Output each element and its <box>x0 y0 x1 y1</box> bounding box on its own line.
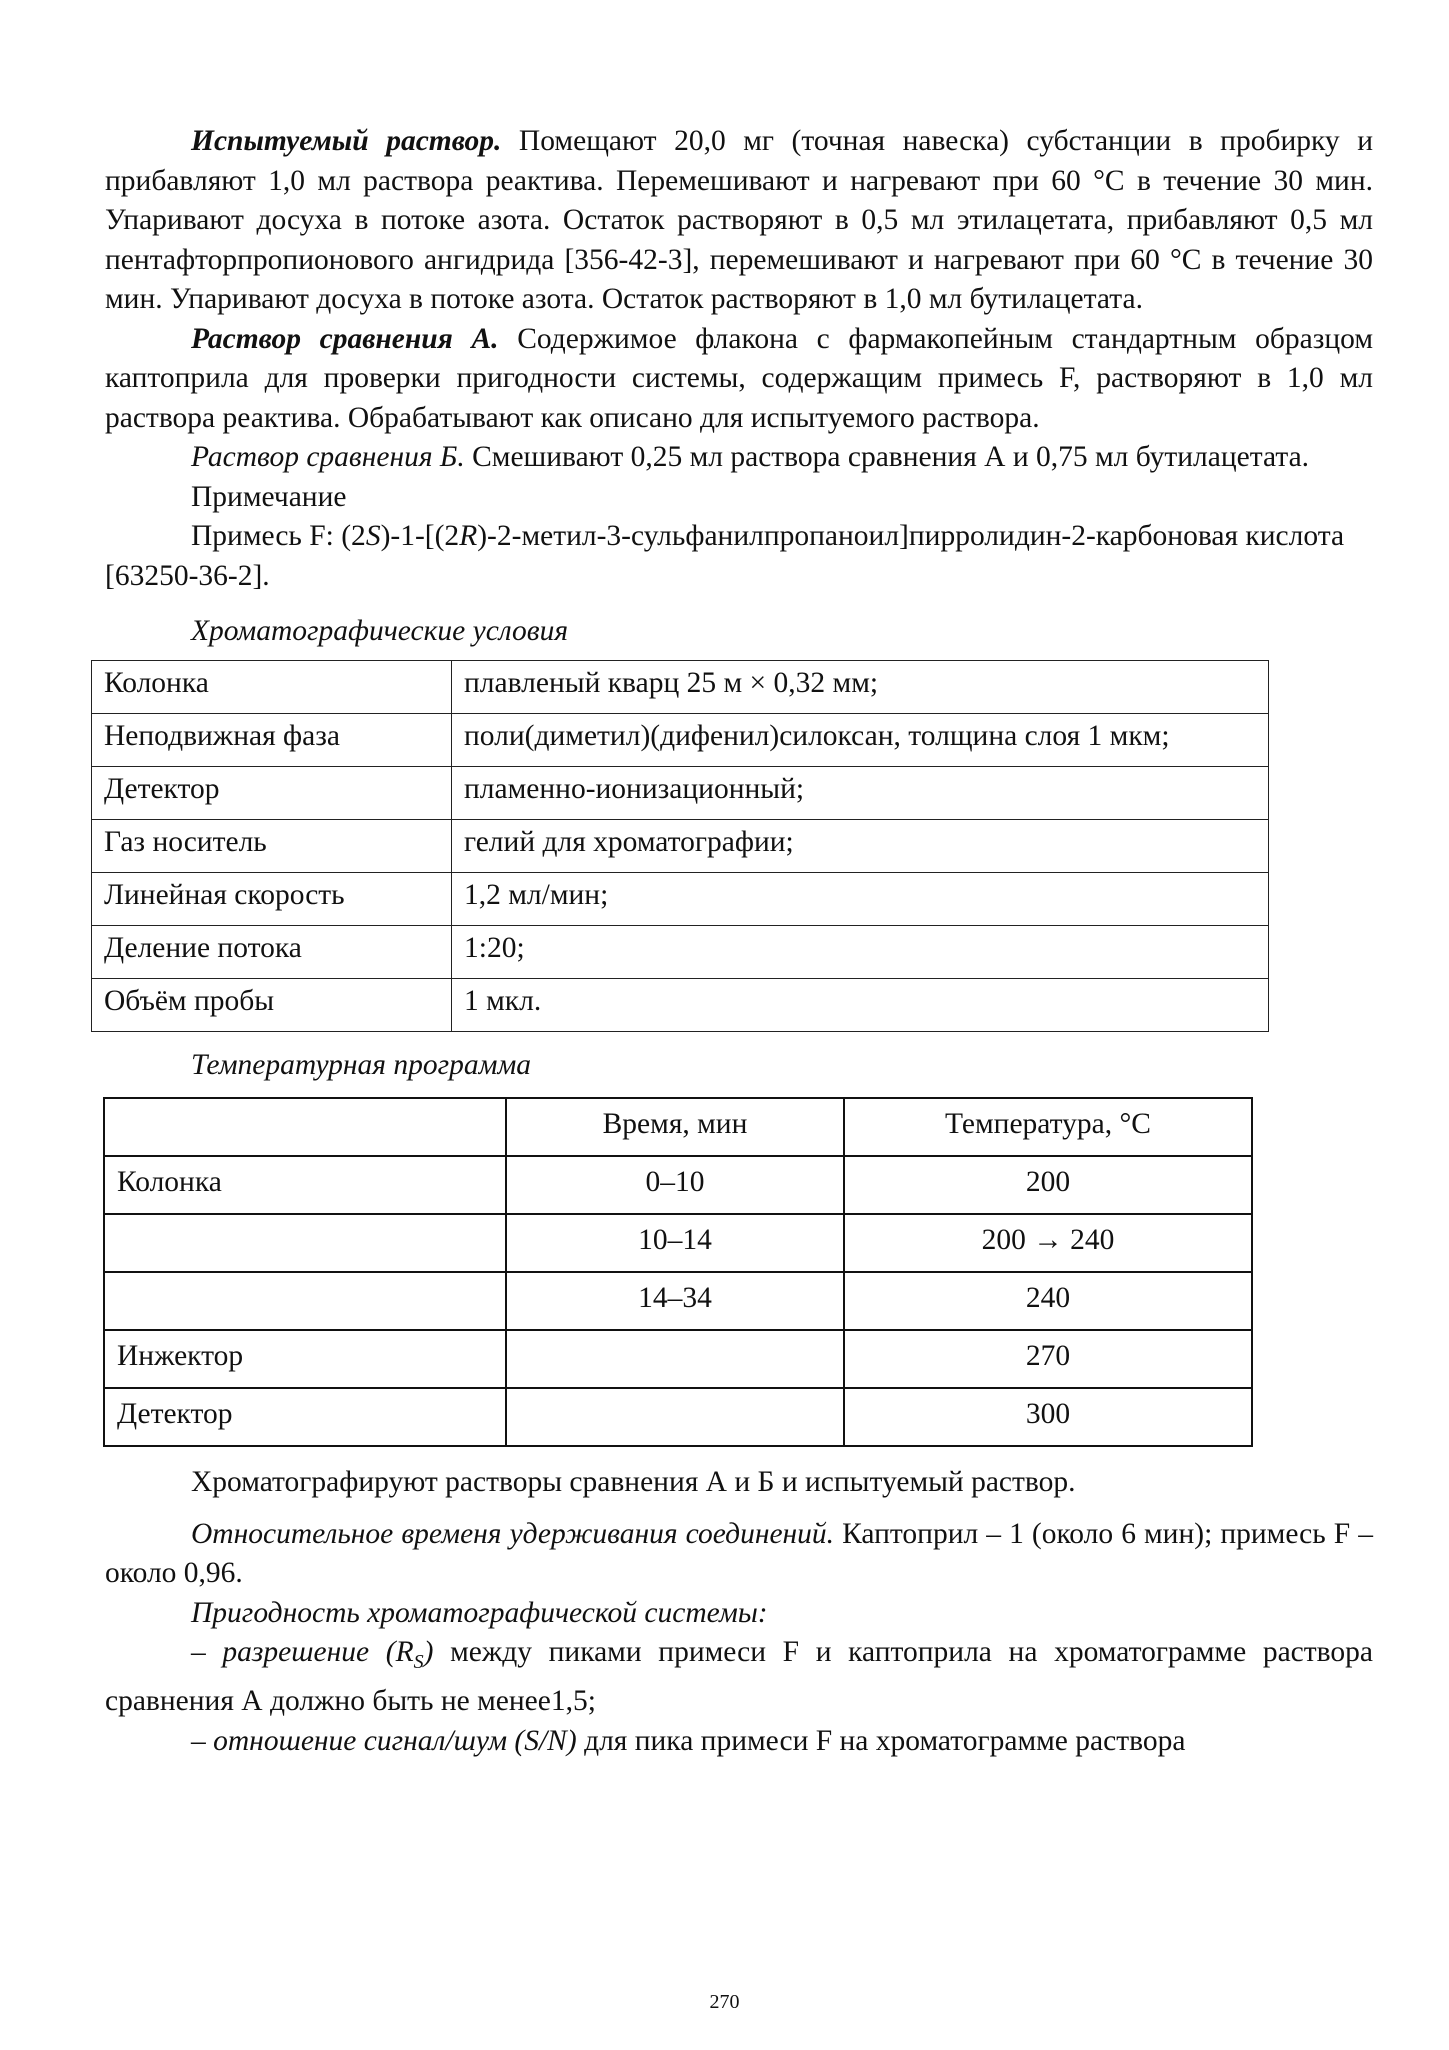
system-suitability-heading: Пригодность хроматографической системы: <box>191 1596 768 1629</box>
paragraph-text: Смешивают 0,25 мл раствора сравнения А и 0,75 мл бутилацетата. <box>464 441 1310 473</box>
conditions-value: пламенно-ионизационный; <box>452 766 1269 819</box>
paragraph-text: Содержимое флакона с фармакопейным стандартным образцом каптоприла для проверки пригодности системы, содержащим примесь F, растворяют в 1,0 мл раствора реактива. Обрабатывают как описано для испытуемого раствора. <box>105 322 1373 434</box>
conditions-value: поли(диметил)(дифенил)силоксан, толщина слоя 1 мкм; <box>452 713 1269 766</box>
paragraph-test-solution <box>105 122 1373 320</box>
paragraph-heading: Раствор сравнения Б. <box>191 441 465 473</box>
temperature-cell: Инжектор <box>104 1330 506 1388</box>
conditions-key: Деление потока <box>92 925 452 978</box>
conditions-caption: Хроматографические условия <box>191 615 569 647</box>
temperature-header-cell: Температура, °C <box>844 1098 1252 1156</box>
conditions-row <box>92 872 1269 925</box>
temperature-row <box>104 1330 1252 1388</box>
paragraph-heading: Раствор сравнения А. <box>191 322 499 355</box>
paragraph-heading: Испытуемый раствор. <box>191 125 502 157</box>
conditions-row <box>92 925 1269 978</box>
temperature-cell: 200 <box>844 1156 1252 1214</box>
conditions-row <box>92 713 1269 766</box>
temperature-cell <box>104 1214 506 1272</box>
paragraph-chromatograph: Хроматографируют растворы сравнения А и Б и испытуемый раствор. <box>191 1466 1076 1498</box>
paragraph-text: Помещают 20,0 мг (точная навеска) субстанции в пробирку и прибавляют 1,0 мл раствора реактива. Перемешивают и нагревают при 60 °C в течение 30 мин. Упаривают досуха в потоке азота. Остаток растворяют в 0,5 мл этилацетата, прибавляют 0,5 мл пентафторпропионового ангидрида [356-42-3], перемешивают и нагревают при 60 °C в течение 30 мин. Упаривают досуха в потоке азота. Остаток растворяют в 1,0 мл бутилацетата. <box>105 125 1373 315</box>
temperature-program-caption: Температурная программа <box>191 1048 532 1081</box>
conditions-key: Линейная скорость <box>92 872 452 925</box>
temperature-row <box>104 1214 1252 1272</box>
paragraph-signal-noise: – отношение сигнал/шум (S/N) для пика примеси F на хроматограмме раствора <box>191 1724 1186 1757</box>
paragraph-resolution: – разрешение $(R_S)$ между пиками примеси F и каптоприла на хроматограмме раствора сравнения А должно быть не менее1,5; <box>105 1636 1373 1718</box>
conditions-row <box>92 978 1269 1031</box>
conditions-value: гелий для хроматографии; <box>452 819 1269 872</box>
temperature-row <box>104 1388 1252 1446</box>
temperature-program-table <box>103 1097 1253 1447</box>
conditions-value: 1,2 мл/мин; <box>452 872 1269 925</box>
conditions-key: Неподвижная фаза <box>92 713 452 766</box>
temperature-header-cell <box>104 1098 506 1156</box>
temperature-cell: 300 <box>844 1388 1252 1446</box>
note-text: Примесь F: (2S)-1-[(2R)-2-метил-3-сульфанилпропаноил]пирролидин-2-карбоновая кислота [63250-36-2]. <box>105 520 1345 592</box>
temperature-cell: 0–10 <box>506 1156 844 1214</box>
paragraph-relative-retention <box>105 1515 1373 1594</box>
temperature-cell: 270 <box>844 1330 1252 1388</box>
temperature-cell: 10–14 <box>506 1214 844 1272</box>
conditions-row <box>92 819 1269 872</box>
conditions-key: Газ носитель <box>92 819 452 872</box>
temperature-cell <box>506 1330 844 1388</box>
conditions-value: 1:20; <box>452 925 1269 978</box>
conditions-key: Детектор <box>92 766 452 819</box>
chromatographic-conditions-table <box>91 660 1269 1032</box>
note-title: Примечание <box>191 480 347 513</box>
temperature-cell: Детектор <box>104 1388 506 1446</box>
document-page <box>105 122 1373 1761</box>
temperature-cell: 14–34 <box>506 1272 844 1330</box>
paragraph-heading: Относительное временя удерживания соединений. <box>191 1517 835 1550</box>
temperature-header-row <box>104 1098 1252 1156</box>
temperature-header-cell: Время, мин <box>506 1098 844 1156</box>
conditions-value: 1 мкл. <box>452 978 1269 1031</box>
paragraph-reference-solution-a <box>105 320 1373 439</box>
temperature-cell: 240 <box>844 1272 1252 1330</box>
paragraph-text: Каптоприл – 1 (около 6 мин); примесь F – около 0,96. <box>105 1517 1373 1589</box>
temperature-row <box>104 1156 1252 1214</box>
temperature-cell <box>506 1388 844 1446</box>
paragraph-reference-solution-b <box>105 438 1373 478</box>
conditions-key: Объём пробы <box>92 978 452 1031</box>
temperature-cell <box>104 1272 506 1330</box>
temperature-cell: 200 → 240 <box>844 1214 1252 1272</box>
page-number: 270 <box>709 1991 740 2013</box>
conditions-row <box>92 766 1269 819</box>
conditions-value: плавленый кварц 25 м × 0,32 мм; <box>452 660 1269 713</box>
conditions-key: Колонка <box>92 660 452 713</box>
temperature-cell: Колонка <box>104 1156 506 1214</box>
conditions-row <box>92 660 1269 713</box>
temperature-row <box>104 1272 1252 1330</box>
